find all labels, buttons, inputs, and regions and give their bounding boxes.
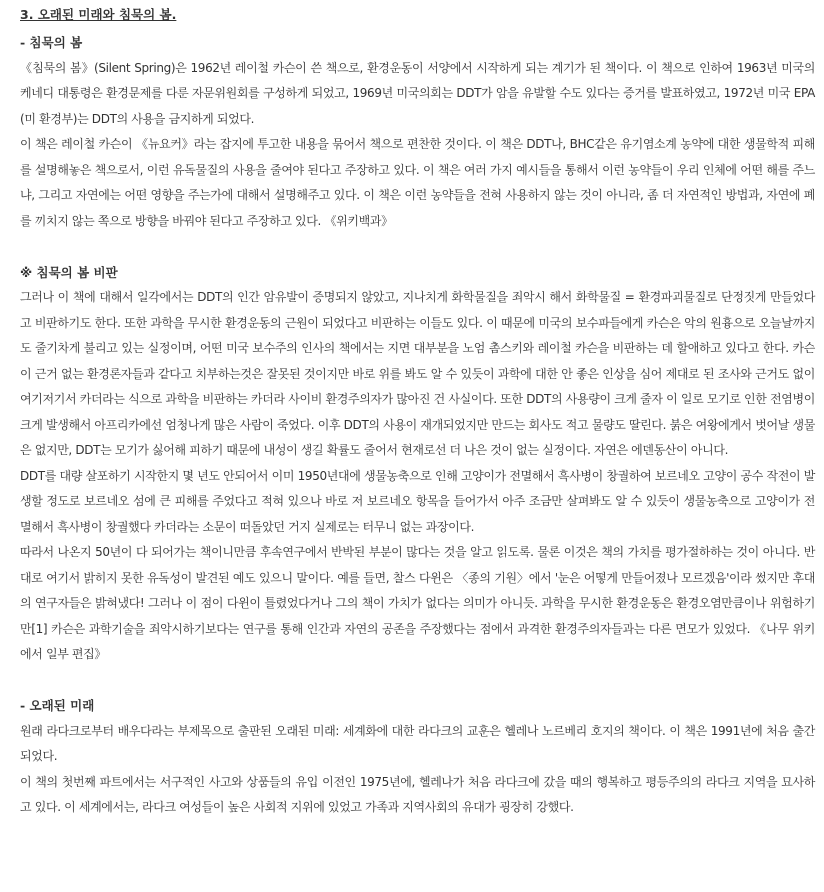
heading-silent-spring: - 침묵의 봄	[20, 35, 83, 50]
heading-ancient-futures: - 오래된 미래	[20, 698, 95, 713]
paragraph: 《침묵의 봄》(Silent Spring)은 1962년 레이철 카슨이 쓴 책으로, 환경운동이 서양에서 시작하게 되는 계기가 된 책이다. 이 책으로 인하여 1963년 미국의 케네디 대통령은 환경문제를 다룬 자문위원회를 구성하게 되었고, 1969년 미국의회는 DDT가 암을 유발할 수도 있다는 증거를 발표하였고, 1972년 미국 EPA(미 환경부)는 DDT의 사용을 금지하게 되었다.	[20, 60, 815, 126]
blank-line	[20, 234, 815, 260]
paragraph: 그러나 이 책에 대해서 일각에서는 DDT의 인간 암유발이 증명되지 않았고, 지나치게 화학물질을 죄악시 해서 화학물질 = 환경파괴물질로 단정짓게 만들었다고 비판하기도 한다. 또한 과학을 무시한 환경운동의 근원이 되었다고 비판하는 이들도 있다. 이 때문에 미국의 보수파들에게 카슨은 악의 원흉으로 오늘날까지도 줄기차게 불리고 있는 실정이며, 어떤 미국 보수주의 인사의 책에서는 지면 대부분을 노엄 촘스키와 레이철 카슨을 비판하는 데 할애하고 있다고 한다. 카슨이 근거 없는 환경론자들과 같다고 치부하는것은 잘못된 것이지만 바로 위를 봐도 알 수 있듯이 과학에 대한 안 좋은 인상을 심어 제대로 된 조사와 근거도 없이 여기저기서 카더라는 식으로 과학을 비판하는 카더라 사이비 환경주의자가 많아진 건 사실이다. 또한 DDT의 사용량이 크게 줄자 이 일로 모기로 인한 전염병이 크게 발생해서 아프리카에선 엄청나게 많은 사람이 죽었다. 이후 DDT의 사용이 재개되었지만 만드는 회사도 적고 물량도 딸린다. 붉은 여왕에게서 벗어날 생물은 없지만, DDT는 모기가 싫어해 피하기 때문에 내성이 생길 확률도 줄어서 현재로선 더 나은 것이 없는 실정이다. 자연은 에덴동산이 아니다.	[20, 290, 815, 457]
paragraph: DDT를 대량 살포하기 시작한지 몇 년도 안되어서 이미 1950년대에 생물농축으로 인해 고양이가 전멸해서 흑사병이 창궐하여 보르네오 고양이 공수 작전이 발생할 정도로 보르네오 섬에 큰 피해를 주었다고 적혀 있으나 바로 저 보르네오 항목을 들어가서 아주 조금만 살펴봐도 알 수 있듯이 생물농축으로 고양이가 전멸해서 흑사병이 창궐했다 카더라는 소문이 떠돌았던 거지 실제로는 터무니 없는 과장이다.	[20, 468, 815, 534]
heading-silent-spring-criticism: ※ 침묵의 봄 비판	[20, 264, 118, 280]
blank-line	[20, 668, 815, 694]
paragraph: 이 책은 레이철 카슨이 《뉴요커》라는 잡지에 투고한 내용을 묶어서 책으로 편찬한 것이다. 이 책은 DDT나, BHC같은 유기염소계 농약에 대한 생물학적 피해를 설명해놓은 책으로서, 이런 유독물질의 사용을 줄여야 된다고 주장하고 있다. 이 책은 여러 가지 예시들을 통해서 이런 농약들이 우리 인체에 어떤 해를 주느냐, 그리고 자연에는 어떤 영향을 주는가에 대해서 설명해주고 있다. 이 책은 이런 농약들을 전혀 사용하지 않는 것이 아니라, 좀 더 자연적인 방법과, 자연에 폐를 끼치지 않는 쪽으로 방향을 바꿔야 된다고 주장하고 있다. 《위키백과》	[20, 137, 815, 228]
paragraph: 이 책의 첫번째 파트에서는 서구적인 사고와 상품들의 유입 이전인 1975년에, 헬레나가 처음 라다크에 갔을 때의 행복하고 평등주의의 라다크 지역을 묘사하고 있다. 이 세계에서는, 라다크 여성들이 높은 사회적 지위에 있었고 가족과 지역사회의 유대가 굉장히 강했다.	[20, 774, 815, 814]
section-title: 3. 오래된 미래와 침묵의 봄.	[20, 7, 177, 22]
paragraph: 원래 라다크로부터 배우다라는 부제목으로 출판된 오래된 미래: 세계화에 대한 라다크의 교훈은 헬레나 노르베리 호지의 책이다. 이 책은 1991년에 처음 출간되었다.	[20, 723, 815, 763]
paragraph: 따라서 나온지 50년이 다 되어가는 책이니만큼 후속연구에서 반박된 부분이 많다는 것을 알고 읽도록. 물론 이것은 책의 가치를 평가절하하는 것이 아니다. 반대로 여기서 밝히지 못한 유독성이 발견된 예도 있으니 말이다. 예를 들면, 찰스 다윈은 〈종의 기원〉에서 '눈은 어떻게 만들어졌나 모르겠음'이라 썼지만 후대의 연구자들은 밝혀냈다! 그러나 이 점이 다윈이 틀렸었다거나 그의 책이 가치가 없다는 의미가 아니듯. 과학을 무시한 환경운동은 환경오염만큼이나 위험하기만[1] 카슨은 과학기술을 죄악시하기보다는 연구를 통해 인간과 자연의 공존을 주장했다는 점에서 과격한 환경주의자들과는 다른 면모가 있었다. 《나무 위키에서 일부 편집》	[20, 545, 815, 661]
